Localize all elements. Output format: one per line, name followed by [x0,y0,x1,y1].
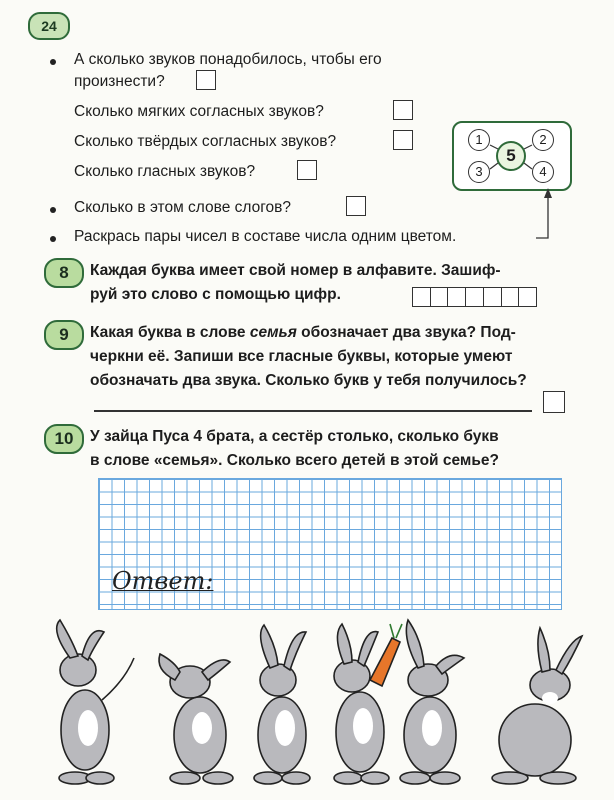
page-number: 24 [28,12,70,40]
task-text-italic-word: семья [249,324,297,341]
question-line: произнести? [74,73,165,90]
task-text-line-1 [90,322,516,344]
task-text-line: руй это слово с помощью цифр. [90,286,341,303]
sub-question-soft: Сколько мягких согласных звуков? [74,103,324,120]
rabbit-icon [254,625,310,784]
task-text-line: черкни её. Запиши все гласные буквы, которые умеют [90,348,513,365]
writing-line[interactable] [94,410,532,412]
bullet-marker [50,207,56,213]
cipher-cells[interactable] [412,287,536,307]
task-number-badge: 10 [44,424,84,454]
rabbit-icon [334,624,389,784]
diagram-number[interactable]: 3 [468,161,490,183]
task-number-badge: 9 [44,320,84,350]
diagram-number[interactable]: 4 [532,161,554,183]
task-number-badge: 8 [44,258,84,288]
instruction-color-pairs: Раскрась пары чисел в составе числа одним цветом. [74,228,457,245]
bullet-marker [50,59,56,65]
answer-box-hard[interactable] [393,130,413,150]
diagram-center-number: 5 [496,141,526,171]
cipher-cell[interactable] [501,287,520,307]
cipher-cell[interactable] [465,287,484,307]
diagram-number[interactable]: 1 [468,129,490,151]
answer-box-vowels[interactable] [297,160,317,180]
rabbit-icon [57,620,134,784]
answer-box-sounds[interactable] [196,70,216,90]
question-line: А сколько звуков понадобилось, чтобы его [74,51,382,68]
rabbit-icon [492,628,582,784]
arrow-to-diagram [536,188,566,248]
task-text-part: обозначает два звука? Под- [296,324,516,341]
bullet-marker [50,236,56,242]
sub-question-vowels: Сколько гласных звуков? [74,163,256,180]
diagram-number[interactable]: 2 [532,129,554,151]
task-text-line: Каждая буква имеет свой номер в алфавите. Зашиф- [90,262,501,279]
task-text-line: обозначать два звука. Сколько букв у тебя получилось? [90,372,527,389]
cipher-cell[interactable] [430,287,449,307]
rabbit-icon [400,620,464,784]
cipher-cell[interactable] [447,287,466,307]
task-text-line: У зайца Пуса 4 брата, а сестёр столько, сколько букв [90,428,499,445]
question-syllables: Сколько в этом слове слогов? [74,199,291,216]
rabbits-illustration [30,610,600,790]
task-text-part: Какая буква в слове [90,324,250,341]
sub-question-hard: Сколько твёрдых согласных звуков? [74,133,337,150]
answer-box-syllables[interactable] [346,196,366,216]
task-text-line: в слове «семья». Сколько всего детей в этой семье? [90,452,499,469]
answer-label: Ответ: [112,567,214,595]
cipher-cell[interactable] [412,287,431,307]
answer-box-soft[interactable] [393,100,413,120]
cipher-cell[interactable] [518,287,537,307]
carrot-icon [370,638,400,686]
answer-box-letter-count[interactable] [543,391,565,413]
cipher-cell[interactable] [483,287,502,307]
number-composition-diagram[interactable] [452,121,572,191]
